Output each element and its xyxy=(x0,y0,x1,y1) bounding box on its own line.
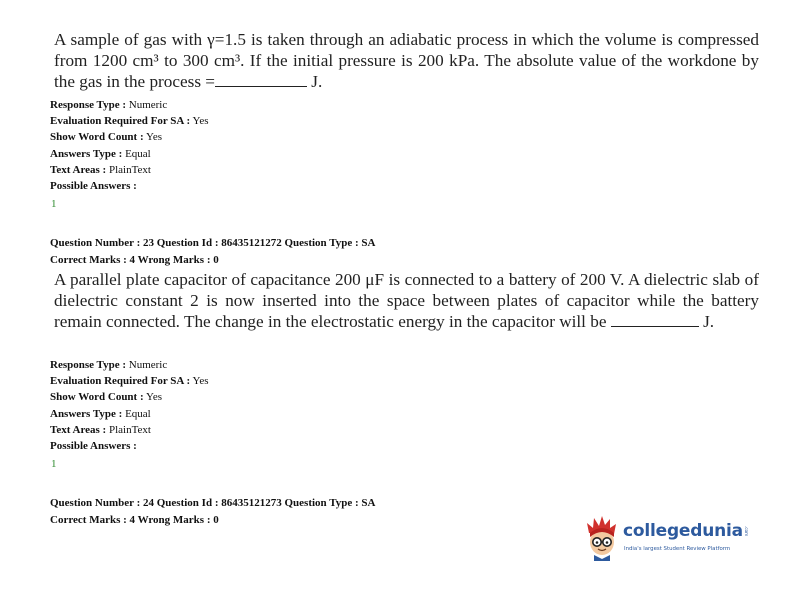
text-areas-row xyxy=(50,422,209,438)
response-type-label: Response Type : xyxy=(50,359,126,371)
show-word-count-label: Show Word Count : xyxy=(50,391,144,404)
question-23-unit: J. xyxy=(698,311,715,331)
logo-wordmark xyxy=(623,521,748,541)
question-24-marks: Correct Marks : 4 Wrong Marks : 0 xyxy=(50,513,219,526)
question-22-answer: 1 xyxy=(51,198,57,210)
collegedunia-logo xyxy=(583,515,753,565)
evaluation-required-row xyxy=(50,113,209,129)
text-areas-value: PlainText xyxy=(106,163,151,176)
show-word-count-row xyxy=(50,129,209,145)
text-areas-value: PlainText xyxy=(106,423,151,436)
response-type-label: Response Type : xyxy=(50,99,126,111)
question-23-header xyxy=(50,235,375,268)
evaluation-required-value: Yes xyxy=(190,375,209,388)
possible-answers-label: Possible Answers : xyxy=(50,180,137,193)
question-23-text xyxy=(54,270,759,332)
logo-tagline: India's largest Student Review Platform xyxy=(624,546,731,552)
question-24-info: Question Number : 24 Question Id : 86435121273 Question Type : SA xyxy=(50,497,376,509)
question-23-info: Question Number : 23 Question Id : 86435121272 Question Type : SA xyxy=(50,237,376,249)
response-type-row xyxy=(50,97,209,113)
answers-type-value: Equal xyxy=(122,147,151,160)
answer-blank xyxy=(611,312,699,327)
logo-name-text: collegedunia xyxy=(623,521,743,541)
question-22-text xyxy=(54,30,759,92)
show-word-count-row xyxy=(50,389,209,405)
response-type-row xyxy=(50,357,209,373)
possible-answers-row xyxy=(50,178,209,194)
question-23-meta xyxy=(50,357,209,454)
show-word-count-value: Yes xyxy=(143,131,162,144)
evaluation-required-label: Evaluation Required For SA : xyxy=(50,115,191,128)
logo-tld-text: .com xyxy=(742,525,748,537)
question-22-body: A sample of gas with γ=1.5 is taken through an adiabatic process in which the volume is compressed from 1200 cm³ to 300 cm³. If the initial pressure is 200 kPa. The absolute value of the workdone by the gas in the process = xyxy=(54,30,759,91)
text-areas-label: Text Areas : xyxy=(50,423,107,436)
question-22-unit: J. xyxy=(307,71,323,91)
show-word-count-label: Show Word Count : xyxy=(50,131,144,144)
text-areas-label: Text Areas : xyxy=(50,163,107,176)
answers-type-value: Equal xyxy=(122,407,151,420)
possible-answers-row xyxy=(50,438,209,454)
answers-type-label: Answers Type : xyxy=(50,147,123,160)
evaluation-required-row xyxy=(50,373,209,389)
text-areas-row xyxy=(50,162,209,178)
question-24-header xyxy=(50,495,375,528)
possible-answers-label: Possible Answers : xyxy=(50,440,137,453)
answers-type-row xyxy=(50,146,209,162)
answer-blank xyxy=(215,72,307,87)
evaluation-required-value: Yes xyxy=(190,115,209,128)
show-word-count-value: Yes xyxy=(143,391,162,404)
response-type-value: Numeric xyxy=(126,99,168,111)
question-22-meta xyxy=(50,97,209,194)
evaluation-required-label: Evaluation Required For SA : xyxy=(50,375,191,388)
answers-type-label: Answers Type : xyxy=(50,407,123,420)
answers-type-row xyxy=(50,406,209,422)
question-23-body: A parallel plate capacitor of capacitance 200 μF is connected to a battery of 200 V. A dielectric slab of dielectric constant 2 is now inserted into the space between plates of capacitor while the battery remain connected. The change in the electrostatic energy in the capacitor will be xyxy=(54,270,759,331)
question-23-marks: Correct Marks : 4 Wrong Marks : 0 xyxy=(50,253,219,266)
question-23-answer: 1 xyxy=(51,458,57,470)
mascot-icon xyxy=(583,515,621,561)
response-type-value: Numeric xyxy=(126,359,168,371)
